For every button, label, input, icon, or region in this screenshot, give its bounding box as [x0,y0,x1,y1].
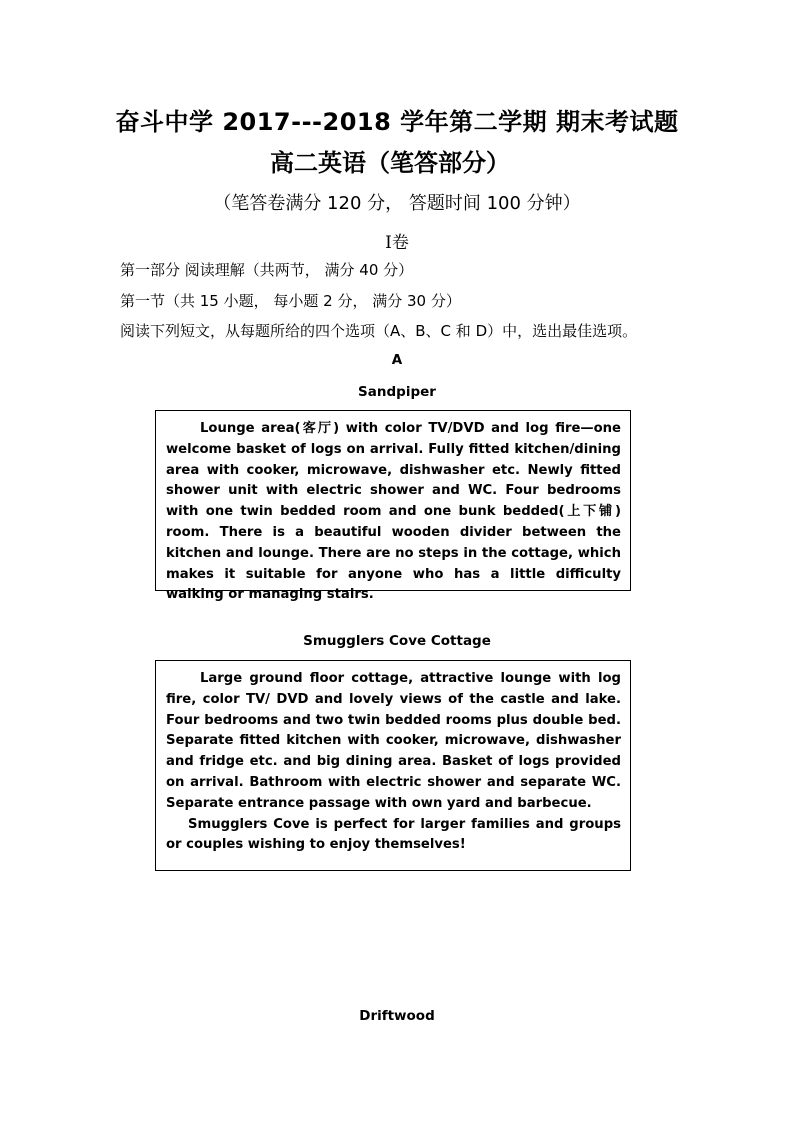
exam-subtitle: 高二英语（笔答部分） [270,149,510,177]
exam-title: 奋斗中学 2017---2018 学年第二学期 期末考试题 [115,108,679,136]
listing-box-sandpiper [155,410,631,603]
section-heading: 第一节（共 15 小题， 每小题 2 分， 满分 30 分） [120,292,461,310]
listing-title-smugglers-cove: Smugglers Cove Cottage [303,633,491,649]
reading-directions: 阅读下列短文，从每题所给的四个选项（A、B、C 和 D）中，选出最佳选项。 [120,322,638,340]
part-heading: 第一部分 阅读理解（共两节， 满分 40 分） [120,261,414,279]
listing-box-smugglers-cove [155,660,631,871]
exam-score-note: （笔答卷满分 120 分， 答题时间 100 分钟） [213,193,581,214]
listing-paragraph: Lounge area(客厅) with color TV/DVD and log fire—one welcome basket of logs on arrival. Fully fitted kitchen/dining area with cooker, microwave, dishwasher etc. Newly fitted shower unit with electric shower and WC. Four bedrooms with one twin bedded room and one bunk bedded(上下铺) room. There is a beautiful wooden divider between the kitchen and lounge. There are no steps in the cottage, which makes it suitable for anyone who has a little difficulty walking or managing stairs. [166,421,621,603]
passage-label: A [391,352,403,368]
listing-title-driftwood: Driftwood [359,1008,435,1024]
volume-label: Ⅰ卷 [385,233,409,253]
listing-title-sandpiper: Sandpiper [358,384,436,400]
listing-paragraph: Large ground floor cottage, attractive lounge with log fire, color TV/ DVD and lovely views of the castle and lake. Four bedrooms and two twin bedded rooms plus double bed. Separate fitted kitchen with cooker, microwave, dishwasher and fridge etc. and big dining area. Basket of logs provided on arrival. Bathroom with electric shower and separate WC. Separate entrance passage with own yard and barbecue. [166,671,621,811]
listing-paragraph: Smugglers Cove is perfect for larger families and groups or couples wishing to enjoy themselves! [166,816,621,853]
